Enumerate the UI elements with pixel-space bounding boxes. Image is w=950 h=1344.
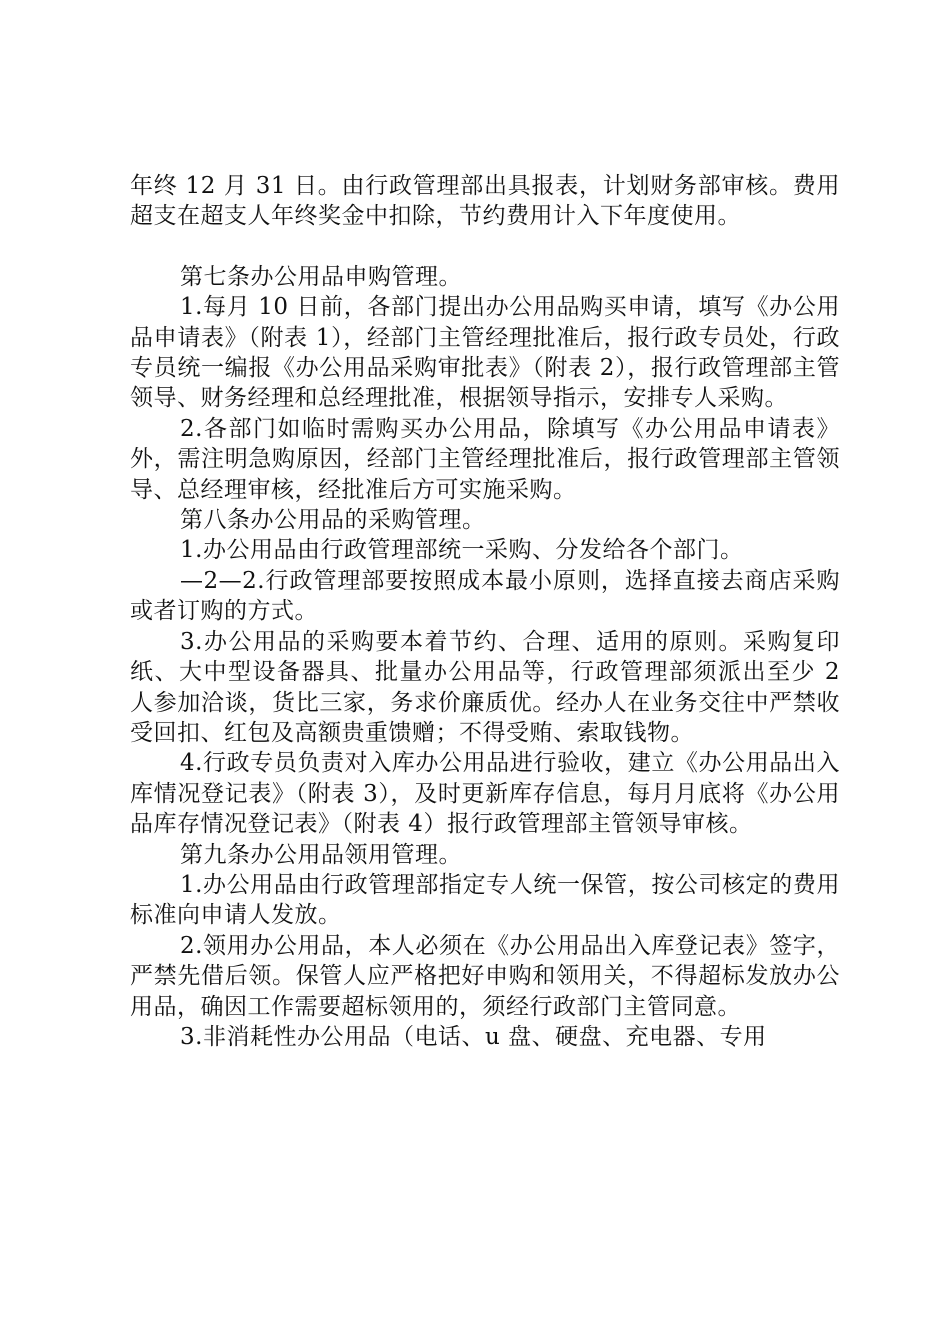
article-8-item-4: 4.行政专员负责对入库办公用品进行验收，建立《办公用品出入库情况登记表》（附表 3），及时更新库存信息，每月月底将《办公用品库存情况登记表》（附表 4）报行政管理部主管领导审核。 <box>130 750 840 838</box>
document-page <box>130 171 840 1052</box>
article-8-item-1: 1.办公用品由行政管理部统一采购、分发给各个部门。 <box>180 537 744 564</box>
article-7-heading: 第七条办公用品申购管理。 <box>180 263 462 290</box>
article-9-heading: 第九条办公用品领用管理。 <box>180 841 462 868</box>
article-9-item-3: 3.非消耗性办公用品（电话、u 盘、硬盘、充电器、专用 <box>180 1023 767 1050</box>
article-8-item-2: —2—2.行政管理部要按照成本最小原则，选择直接去商店采购或者订购的方式。 <box>130 567 840 625</box>
article-9-item-1: 1.办公用品由行政管理部指定专人统一保管，按公司核定的费用标准向申请人发放。 <box>130 871 840 929</box>
article-8-item-3: 3.办公用品的采购要本着节约、合理、适用的原则。采购复印纸、大中型设备器具、批量办公用品等，行政管理部须派出至少 2 人参加洽谈，货比三家，务求价廉质优。经办人在业务交往中严禁收受回扣、红包及高额贵重馈赠；不得受贿、索取钱物。 <box>130 628 840 746</box>
article-7-item-2: 2.各部门如临时需购买办公用品，除填写《办公用品申请表》外，需注明急购原因，经部门主管经理批准后，报行政管理部主管领导、总经理审核，经批准后方可实施采购。 <box>130 415 840 503</box>
article-7-item-1: 1.每月 10 日前，各部门提出办公用品购买申请，填写《办公用品申请表》（附表 1），经部门主管经理批准后，报行政专员处，行政专员统一编报《办公用品采购审批表》（附表 2），报行政管理部主管领导、财务经理和总经理批准，根据领导指示，安排专人采购。 <box>130 294 840 412</box>
article-8-heading: 第八条办公用品的采购管理。 <box>180 507 486 534</box>
article-9-item-2: 2.领用办公用品，本人必须在《办公用品出入库登记表》签字，严禁先借后领。保管人应严格把好申购和领用关，不得超标发放办公用品，确因工作需要超标领用的，须经行政部门主管同意。 <box>130 932 840 1020</box>
paragraph-continuation: 年终 12 月 31 日。由行政管理部出具报表，计划财务部审核。费用超支在超支人年终奖金中扣除，节约费用计入下年度使用。 <box>130 173 840 230</box>
